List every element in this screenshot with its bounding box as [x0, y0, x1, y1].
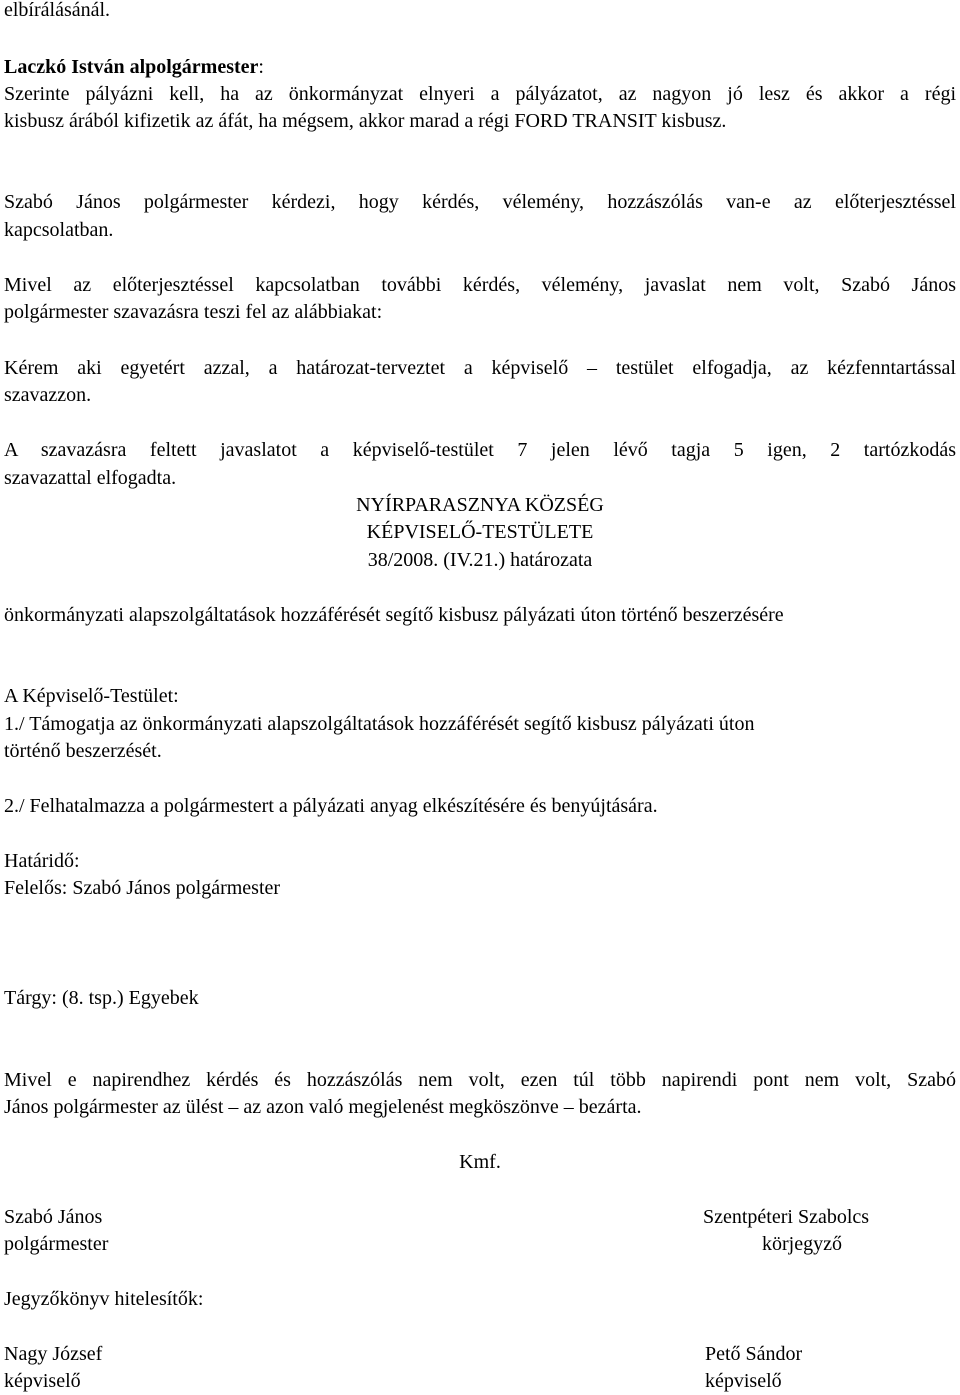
resolution-item-1-line-1: 1./ Támogatja az önkormányzati alapszolgáltatások hozzáférését segítő kisbusz pályázati úton	[4, 713, 755, 735]
request-line-2: szavazzon.	[4, 384, 92, 406]
vote-intro-line-2: polgármester szavazásra teszi fel az alábbiakat:	[4, 301, 383, 323]
resolution-subject: önkormányzati alapszolgáltatások hozzáférését segítő kisbusz pályázati úton történő beszerzésére	[4, 604, 784, 626]
resolution-item-2: 2./ Felhatalmazza a polgármestert a pályázati anyag elkészítésére és benyújtására.	[4, 795, 658, 817]
vote-intro-line-1: Mivel az előterjesztéssel kapcsolatban további kérdés, vélemény, javaslat nem volt, Szabó János	[4, 274, 956, 296]
question-line-1: Szabó János polgármester kérdezi, hogy kérdés, vélemény, hozzászólás van-e az előterjesztéssel	[4, 191, 956, 213]
result-line-1: A szavazásra feltett javaslatot a képviselő-testület 7 jelen lévő tagja 5 igen, 2 tartózkodás	[4, 439, 956, 461]
authenticators-label: Jegyzőkönyv hitelesítők:	[4, 1288, 204, 1310]
closing-line-2: János polgármester az ülést – az azon való megjelenést megköszönve – bezárta.	[4, 1096, 642, 1118]
authenticator-left-role: képviselő	[4, 1370, 81, 1392]
request-line-1: Kérem aki egyetért azzal, a határozat-terveztet a képviselő – testület elfogadja, az kézfenntartással	[4, 357, 956, 379]
deadline-label: Határidő:	[4, 850, 80, 872]
resolution-number: 38/2008. (IV.21.) határozata	[367, 549, 593, 571]
authenticator-right-role: képviselő	[705, 1370, 782, 1392]
speaker-heading	[4, 54, 956, 81]
resolution-item-1-line-2: történő beszerzését.	[4, 740, 162, 762]
question-line-2: kapcsolatban.	[4, 219, 114, 241]
signer-left-role: polgármester	[4, 1233, 109, 1255]
signer-right-role: körjegyző	[762, 1233, 842, 1255]
intro-text: elbírálásánál.	[4, 0, 111, 21]
resolution-header-line-2: KÉPVISELŐ-TESTÜLETE	[366, 521, 594, 543]
resolution-header-line-1: NYÍRPARASZNYA KÖZSÉG	[356, 494, 604, 516]
resolution-body-intro: A Képviselő-Testület:	[4, 685, 179, 707]
closing-line-1: Mivel e napirendhez kérdés és hozzászólás nem volt, ezen túl több napirendi pont nem volt, Szabó	[4, 1069, 956, 1091]
speaker-text-line-2: kisbusz árából kifizetik az áfát, ha mégsem, akkor marad a régi FORD TRANSIT kisbusz.	[4, 110, 727, 132]
agenda-title: Tárgy: (8. tsp.) Egyebek	[4, 987, 199, 1009]
authenticator-left-name: Nagy József	[4, 1343, 103, 1365]
kmf-label: Kmf.	[459, 1151, 501, 1173]
speaker-text-line-1: Szerinte pályázni kell, ha az önkormányzat elnyeri a pályázatot, az nagyon jó lesz és akkor a régi	[4, 83, 956, 105]
signer-left-name: Szabó János	[4, 1206, 103, 1228]
authenticator-right-name: Pető Sándor	[705, 1343, 803, 1365]
speaker-name: Laczkó István alpolgármester	[4, 56, 259, 78]
responsible-label: Felelős: Szabó János polgármester	[4, 877, 281, 899]
signer-right-name: Szentpéteri Szabolcs	[703, 1206, 870, 1228]
speaker-colon: :	[258, 56, 264, 78]
result-line-2: szavazattal elfogadta.	[4, 467, 177, 489]
